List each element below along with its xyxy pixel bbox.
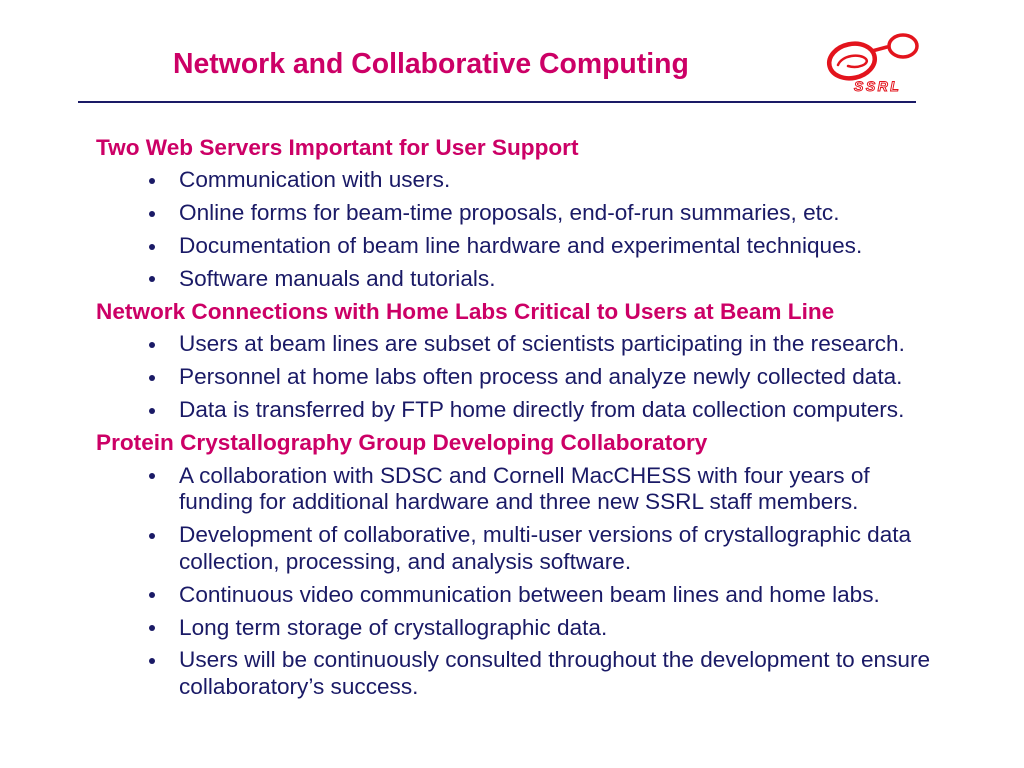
item-text: collection, processing, and analysis software. (179, 548, 632, 574)
item-text: funding for additional hardware and three new SSRL staff members. (179, 489, 859, 515)
logo-loop (826, 40, 878, 83)
item-text: Online forms for beam-time proposals, end-of-run summaries, etc. (179, 200, 840, 226)
item-text: collaboratory’s success. (179, 674, 419, 700)
bullet-item (179, 582, 946, 609)
ssrl-logo (824, 31, 924, 97)
logo-connector (872, 47, 887, 51)
slide-title: Network and Collaborative Computing (173, 48, 689, 80)
bullet-dot-icon (149, 592, 155, 598)
item-text: Communication with users. (179, 167, 451, 193)
bullet-item (179, 364, 946, 391)
bullet-dot-icon (149, 473, 155, 479)
bullet-item (179, 397, 946, 424)
bullet-dot-icon (149, 211, 155, 217)
item-text: Continuous video communication between beam lines and home labs. (179, 581, 880, 607)
slide-content (96, 135, 946, 701)
bullet-dot-icon (149, 244, 155, 250)
bullet-item (179, 233, 946, 260)
item-text: Long term storage of crystallographic data. (179, 614, 608, 640)
bullet-dot-icon (149, 342, 155, 348)
section-heading: Network Connections with Home Labs Critical to Users at Beam Line (96, 298, 835, 324)
bullet-dot-icon (149, 375, 155, 381)
bullet-item (179, 463, 946, 517)
bullet-item (179, 615, 946, 642)
item-text: Data is transferred by FTP home directly from data collection computers. (179, 396, 905, 422)
bullet-item (179, 331, 946, 358)
bullet-dot-icon (149, 408, 155, 414)
bullet-dot-icon (149, 625, 155, 631)
section-heading: Protein Crystallography Group Developing Collaboratory (96, 429, 708, 455)
title-divider (78, 101, 916, 103)
logo-text: SSRL (854, 78, 902, 94)
bullet-item (179, 522, 946, 576)
section-heading: Two Web Servers Important for User Support (96, 134, 579, 160)
item-text: Software manuals and tutorials. (179, 265, 496, 291)
bullet-item (179, 200, 946, 227)
item-text: Documentation of beam line hardware and experimental techniques. (179, 232, 863, 258)
logo-ring (889, 35, 917, 57)
item-text: Users will be continuously consulted throughout the development to ensure (179, 647, 931, 673)
bullet-item (179, 647, 946, 701)
item-text: Users at beam lines are subset of scientists participating in the research. (179, 331, 905, 357)
bullet-item (179, 266, 946, 293)
bullet-item (179, 167, 946, 194)
item-text: Personnel at home labs often process and analyze newly collected data. (179, 364, 903, 390)
item-text: Development of collaborative, multi-user versions of crystallographic data (179, 522, 912, 548)
bullet-dot-icon (149, 658, 155, 664)
bullet-dot-icon (149, 178, 155, 184)
bullet-dot-icon (149, 276, 155, 282)
bullet-dot-icon (149, 533, 155, 539)
logo-curl (838, 56, 867, 67)
item-text: A collaboration with SDSC and Cornell MacCHESS with four years of (179, 462, 870, 488)
